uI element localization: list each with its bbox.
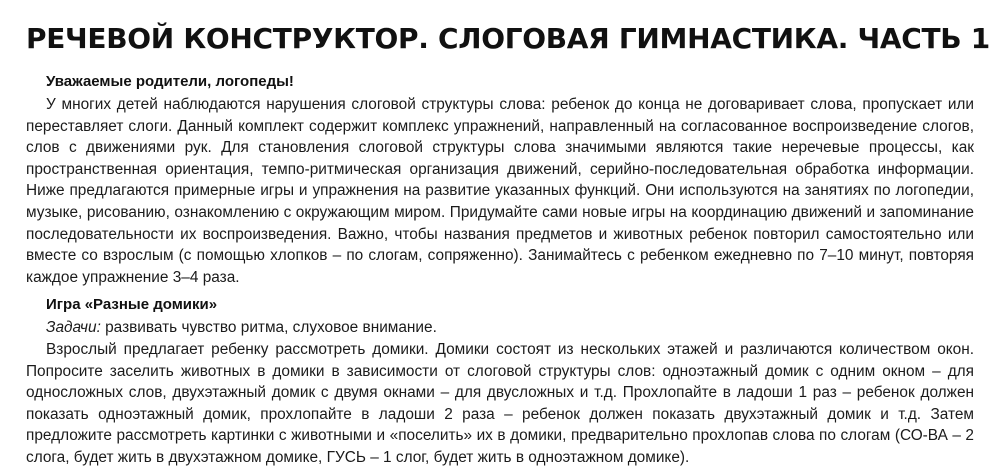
game-description: Взрослый предлагает ребенку рассмотреть домики. Домики состоят из нескольких этажей и различаются количеством окон. Попросите заселить животных в домики в зависимости от слоговой структуры слов: одноэтажный домик с одним окном – для односложных слов, двухэтажный домик с двумя окнами – для двусложных и т.д. Прохлопайте в ладоши 1 раз – ребенок должен показать одноэтажный домик, прохлопайте в ладоши 2 раза – ребенок должен показать двухэтажный домик и т.д. Затем предложите рассмотреть картинки с животными и «поселить» их в домики, предварительно прохлопав слова по слогам (СО-ВА – 2 слога, будет жить в двухэтажном домике, ГУСЬ – 1 слог, будет жить в одноэтажном домике).: [26, 340, 974, 466]
greeting-heading: Уважаемые родители, логопеды!: [46, 73, 294, 90]
game-heading: Игра «Разные домики»: [46, 296, 218, 314]
game-tasks: [26, 317, 974, 339]
tasks-label: Задачи:: [46, 319, 101, 337]
tasks-text: развивать чувство ритма, слуховое внимание.: [100, 319, 437, 337]
intro-paragraph: У многих детей наблюдаются нарушения слоговой структуры слова: ребенок до конца не договаривает слова, пропускает или переставляет слоги. Данный комплект содержит комплекс упражнений, направленный на согласованное воспроизведение слогов, слов с движениями рук. Для становления слоговой структуры слова значимыми являются такие неречевые процессы, как пространственная ориентация, темпо-ритмическая организация движений, серийно-последовательная обработка информации. Ниже предлагаются примерные игры и упражнения на развитие указанных функций. Они используются на занятиях по логопедии, музыке, рисованию, ознакомлению с окружающим миром. Придумайте сами новые игры на координацию движений и запоминание последовательности их воспроизведения. Важно, чтобы названия предметов и животных ребенок повторил самостоятельно или вместе со взрослым (с помощью хлопков – по слогам, сопряженно). Занимайтесь с ребенком ежедневно по 7–10 минут, повторяя каждое упражнение 3–4 раза.: [26, 96, 974, 286]
document-page: [26, 14, 990, 469]
document-title: РЕЧЕВОЙ КОНСТРУКТОР. СЛОГОВАЯ ГИМНАСТИКА. ЧАСТЬ 1: [26, 22, 990, 55]
